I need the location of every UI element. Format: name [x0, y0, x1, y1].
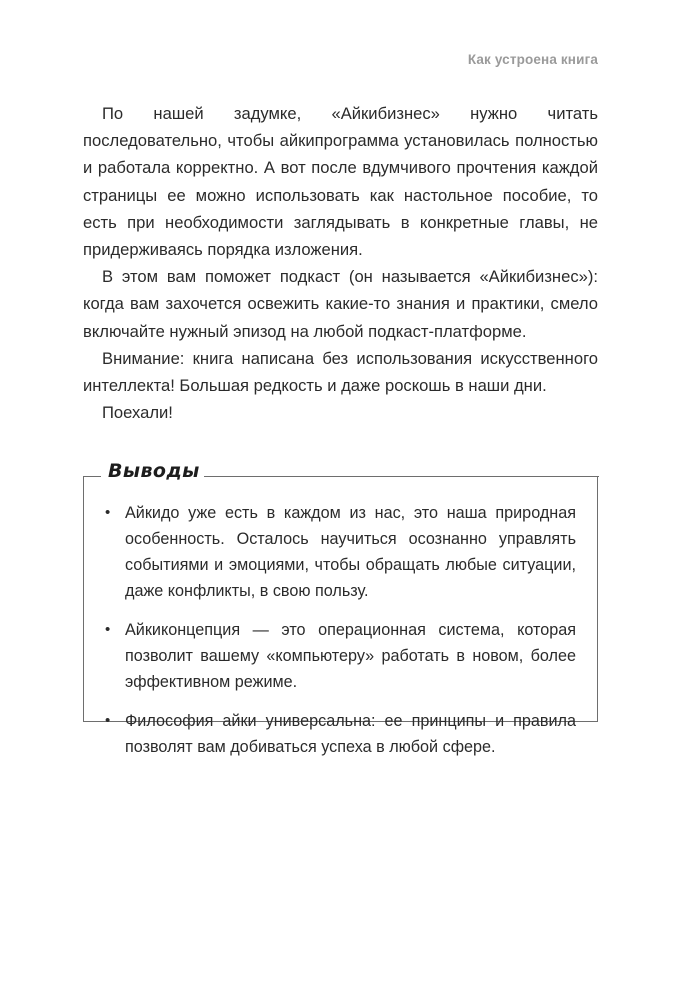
paragraph: Внимание: книга написана без использования искусственного интеллекта! Большая редкость и даже роскошь в наши дни.	[83, 348, 598, 396]
body-text-block	[83, 100, 598, 426]
bullet-icon: •	[105, 504, 111, 521]
bullet-icon: •	[105, 621, 111, 638]
paragraph: По нашей задумке, «Айкибизнес» нужно читать последовательно, чтобы айкипрограмма установилась полностью и работала корректно. А вот после вдумчивого прочтения каждой страницы ее можно использовать как настольное пособие, то есть при необходимости заглядывать в конкретные главы, не придерживаясь порядка изложения.	[83, 104, 598, 260]
list-item	[104, 500, 576, 604]
bullet-icon: •	[105, 712, 111, 729]
paragraph: В этом вам поможет подкаст (он называется «Айкибизнес»): когда вам захочется освежить какие-то знания и практики, смело включайте нужный эпизод на любой подкаст-платформе.	[83, 267, 598, 341]
conclusions-list	[83, 476, 598, 760]
paragraph: Поехали!	[102, 403, 173, 423]
list-item-text: Философия айки универсальна: ее принципы и правила позволят вам добиваться успеха в любой сфере.	[125, 712, 576, 756]
list-item-text: Айкидо уже есть в каждом из нас, это наша природная особенность. Осталось научиться осознанно управлять событиями и эмоциями, чтобы обращать любые ситуации, даже конфликты, в свою пользу.	[125, 504, 576, 600]
running-header: Как устроена книга	[467, 52, 598, 67]
list-item-text: Айкиконцепция — это операционная система, которая позволит вашему «компьютеру» работать в новом, более эффективном режиме.	[125, 621, 576, 691]
list-item	[104, 617, 576, 695]
conclusions-box-title: Выводы	[104, 462, 204, 481]
list-item	[104, 708, 576, 760]
